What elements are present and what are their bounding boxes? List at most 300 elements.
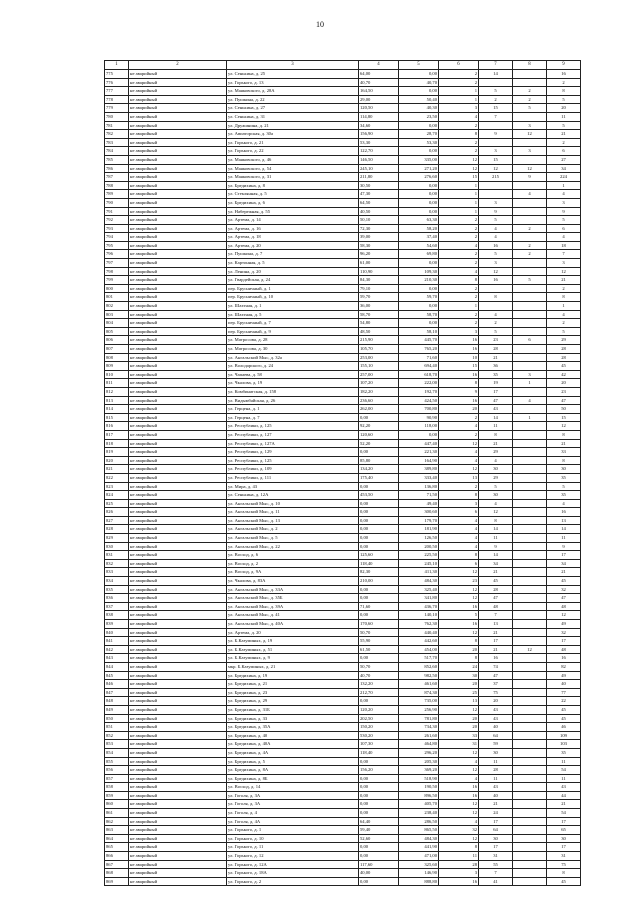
cell-house-status: не аварийный — [129, 224, 227, 233]
cell-address: ул. Бредихина, д. 40 — [227, 731, 359, 740]
table-row — [105, 267, 581, 276]
cell-area-b: 369,20 — [399, 766, 439, 775]
cell-count-b: 30 — [479, 748, 513, 757]
cell-area-b: 0,00 — [399, 259, 439, 268]
cell-count-c — [513, 877, 547, 886]
cell-count-b: 30 — [479, 834, 513, 843]
cell-count-total: 8 — [547, 87, 581, 96]
cell-house-status: не аварийный — [129, 680, 227, 689]
cell-area-b: 59,70 — [399, 293, 439, 302]
cell-count-b: 14 — [479, 413, 513, 422]
cell-house-status: не аварийный — [129, 757, 227, 766]
cell-count-total: 82 — [547, 662, 581, 671]
cell-count-a: 2 — [439, 233, 479, 242]
cell-count-total: 21 — [547, 568, 581, 577]
table-row — [105, 379, 581, 388]
cell-count-b — [479, 138, 513, 147]
cell-count-c — [513, 112, 547, 121]
cell-count-b: 9 — [479, 542, 513, 551]
cell-row-number: 834 — [105, 577, 129, 586]
table-row — [105, 284, 581, 293]
cell-row-number: 850 — [105, 714, 129, 723]
cell-count-b — [479, 78, 513, 87]
cell-count-c: 3 — [513, 121, 547, 130]
cell-area-b: 694,40 — [399, 362, 439, 371]
cell-area-b: 49,40 — [399, 499, 439, 508]
cell-row-number: 851 — [105, 723, 129, 732]
cell-address: ул. Герцена, д. 7 — [227, 413, 359, 422]
cell-count-b: 9 — [479, 130, 513, 139]
cell-area-a: 58,30 — [359, 241, 399, 250]
cell-count-c: 4 — [513, 190, 547, 199]
table-row — [105, 396, 581, 405]
cell-area-a: 54,80 — [359, 319, 399, 328]
cell-area-b: 389,80 — [399, 465, 439, 474]
cell-area-b: 71,60 — [399, 353, 439, 362]
cell-count-b: 43 — [479, 783, 513, 792]
cell-row-number: 796 — [105, 250, 129, 259]
cell-house-status: не аварийный — [129, 654, 227, 663]
cell-row-number: 840 — [105, 628, 129, 637]
cell-row-number: 789 — [105, 190, 129, 199]
cell-count-b — [479, 190, 513, 199]
cell-count-c — [513, 559, 547, 568]
table-row — [105, 130, 581, 139]
table-row — [105, 250, 581, 259]
cell-count-b: 40 — [479, 723, 513, 732]
table-row — [105, 740, 581, 749]
cell-area-b: 0,00 — [399, 198, 439, 207]
cell-count-a: 12 — [439, 568, 479, 577]
cell-count-a: 8 — [439, 491, 479, 500]
cell-area-a: 0,00 — [359, 508, 399, 517]
cell-area-a: 50,70 — [359, 662, 399, 671]
cell-house-status: не аварийный — [129, 302, 227, 311]
table-row — [105, 731, 581, 740]
cell-area-a: 64,00 — [359, 70, 399, 79]
cell-count-total: 5 — [547, 121, 581, 130]
cell-count-b: 5 — [479, 250, 513, 259]
cell-house-status: не аварийный — [129, 508, 227, 517]
cell-area-a: 71,60 — [359, 602, 399, 611]
cell-row-number: 813 — [105, 396, 129, 405]
cell-area-a: 125,60 — [359, 551, 399, 560]
cell-count-a: 4 — [439, 267, 479, 276]
cell-address: ул. Гоголя, д. 3А — [227, 800, 359, 809]
cell-area-b: 210,30 — [399, 276, 439, 285]
cell-row-number: 775 — [105, 70, 129, 79]
cell-area-a: 212,70 — [359, 688, 399, 697]
table-row — [105, 766, 581, 775]
cell-count-total: 75 — [547, 860, 581, 869]
cell-count-c — [513, 551, 547, 560]
cell-count-total: 16 — [547, 70, 581, 79]
cell-address: ул. Горького, д. 12 — [227, 852, 359, 861]
cell-address: ул. Восход, д. 9А — [227, 568, 359, 577]
cell-count-total: 32 — [547, 585, 581, 594]
cell-count-total: 77 — [547, 688, 581, 697]
cell-address: ул. Шахтная, д. 1 — [227, 302, 359, 311]
cell-area-a: 245,10 — [359, 164, 399, 173]
table-row — [105, 680, 581, 689]
cell-row-number: 848 — [105, 697, 129, 706]
cell-count-c — [513, 843, 547, 852]
cell-count-b: 64 — [479, 731, 513, 740]
cell-address: ул. Пушкина, д. 7 — [227, 250, 359, 259]
table-row — [105, 112, 581, 121]
table-row — [105, 216, 581, 225]
cell-row-number: 852 — [105, 731, 129, 740]
cell-row-number: 856 — [105, 766, 129, 775]
cell-address: ул. Бредихина, д. 35А — [227, 723, 359, 732]
cell-row-number: 866 — [105, 852, 129, 861]
cell-count-c — [513, 654, 547, 663]
column-header-row-number: 1 — [105, 61, 129, 70]
cell-house-status: не аварийный — [129, 731, 227, 740]
table-row — [105, 387, 581, 396]
cell-count-c — [513, 78, 547, 87]
cell-area-a: 182,20 — [359, 387, 399, 396]
table-row — [105, 173, 581, 182]
cell-count-c — [513, 714, 547, 723]
cell-area-b: 484,30 — [399, 834, 439, 843]
cell-house-status: не аварийный — [129, 465, 227, 474]
table-row — [105, 654, 581, 663]
cell-house-status: не аварийный — [129, 336, 227, 345]
table-row — [105, 233, 581, 242]
cell-address: ул. Республики, д. 109 — [227, 465, 359, 474]
cell-address: ул. Республики, д. 127 — [227, 430, 359, 439]
cell-count-a: 12 — [439, 585, 479, 594]
cell-area-b: 181,90 — [399, 525, 439, 534]
cell-count-a: 1 — [439, 190, 479, 199]
cell-address: ул. Бредихина, д. 8А — [227, 766, 359, 775]
cell-address: ул. Картонная, д. 5 — [227, 259, 359, 268]
cell-area-a: 40,70 — [359, 671, 399, 680]
cell-count-total: 6 — [547, 224, 581, 233]
cell-house-status: не аварийный — [129, 482, 227, 491]
cell-count-total: 21 — [547, 439, 581, 448]
cell-area-b: 781,80 — [399, 714, 439, 723]
cell-area-b: 0,00 — [399, 430, 439, 439]
cell-count-a: 12 — [439, 439, 479, 448]
cell-house-status: не аварийный — [129, 173, 227, 182]
cell-area-b: 445,70 — [399, 336, 439, 345]
cell-count-c — [513, 284, 547, 293]
cell-count-b: 14 — [479, 525, 513, 534]
cell-count-c — [513, 138, 547, 147]
cell-count-total: 6 — [547, 147, 581, 156]
cell-count-c — [513, 267, 547, 276]
table-row — [105, 791, 581, 800]
cell-house-status: не аварийный — [129, 671, 227, 680]
cell-area-a: 59,70 — [359, 293, 399, 302]
table-row — [105, 705, 581, 714]
table-row — [105, 190, 581, 199]
cell-count-total: 4 — [547, 190, 581, 199]
cell-count-a: 8 — [439, 130, 479, 139]
cell-area-a: 120,20 — [359, 705, 399, 714]
cell-row-number: 795 — [105, 241, 129, 250]
cell-count-total: 47 — [547, 594, 581, 603]
cell-count-a: 8 — [439, 551, 479, 560]
cell-count-c — [513, 826, 547, 835]
cell-address: ул. Артема, д. 20 — [227, 628, 359, 637]
cell-count-total: 4 — [547, 499, 581, 508]
table-row — [105, 104, 581, 113]
cell-count-c — [513, 319, 547, 328]
cell-count-c — [513, 800, 547, 809]
cell-area-b: 0,00 — [399, 302, 439, 311]
cell-count-total: 17 — [547, 817, 581, 826]
cell-count-a: 2 — [439, 78, 479, 87]
table-row — [105, 860, 581, 869]
cell-address: пер. Брусничный, д. 7 — [227, 319, 359, 328]
cell-count-b: 45 — [479, 577, 513, 586]
cell-row-number: 778 — [105, 95, 129, 104]
cell-house-status: не аварийный — [129, 809, 227, 818]
cell-count-total: 9 — [547, 542, 581, 551]
cell-row-number: 784 — [105, 147, 129, 156]
cell-count-c — [513, 439, 547, 448]
cell-area-b: 71,50 — [399, 491, 439, 500]
cell-row-number: 798 — [105, 267, 129, 276]
cell-house-status: не аварийный — [129, 748, 227, 757]
cell-row-number: 845 — [105, 671, 129, 680]
cell-row-number: 776 — [105, 78, 129, 87]
cell-count-a: 16 — [439, 620, 479, 629]
table-row — [105, 121, 581, 130]
cell-row-number: 810 — [105, 370, 129, 379]
cell-count-a: 13 — [439, 473, 479, 482]
cell-area-b: 325,60 — [399, 860, 439, 869]
cell-row-number: 807 — [105, 345, 129, 354]
cell-area-b: 136,80 — [399, 482, 439, 491]
cell-count-total: 35 — [547, 473, 581, 482]
cell-count-c — [513, 387, 547, 396]
table-row — [105, 224, 581, 233]
cell-row-number: 853 — [105, 740, 129, 749]
cell-address: ул. Бредихина, д. 6 — [227, 198, 359, 207]
cell-address: ул. Бредихина, д. 8 — [227, 181, 359, 190]
cell-count-c — [513, 207, 547, 216]
table-row — [105, 645, 581, 654]
cell-row-number: 820 — [105, 456, 129, 465]
table-row — [105, 817, 581, 826]
cell-count-a: 23 — [439, 577, 479, 586]
cell-count-b: 4 — [479, 456, 513, 465]
cell-area-a: 105,70 — [359, 345, 399, 354]
cell-area-a: 40,50 — [359, 207, 399, 216]
cell-address: ул. Шахтная, д. 5 — [227, 310, 359, 319]
cell-area-a: 210,00 — [359, 577, 399, 586]
cell-count-total: 31 — [547, 852, 581, 861]
cell-count-a: 2 — [439, 319, 479, 328]
cell-address: ул. Ангальский Мыс, д. 32а — [227, 353, 359, 362]
cell-count-total: 35 — [547, 748, 581, 757]
cell-house-status: не аварийный — [129, 688, 227, 697]
cell-address: ул. Бредихина, д. 19 — [227, 671, 359, 680]
cell-area-a: 236,60 — [359, 396, 399, 405]
table-row — [105, 757, 581, 766]
cell-area-b: 238,40 — [399, 809, 439, 818]
cell-house-status: не аварийный — [129, 181, 227, 190]
cell-count-c: 3 — [513, 147, 547, 156]
table-row — [105, 542, 581, 551]
cell-house-status: не аварийный — [129, 491, 227, 500]
cell-row-number: 817 — [105, 430, 129, 439]
cell-count-total: 23 — [547, 387, 581, 396]
cell-area-b: 192,70 — [399, 387, 439, 396]
cell-area-a: 0,00 — [359, 482, 399, 491]
cell-count-c — [513, 834, 547, 843]
cell-row-number: 839 — [105, 620, 129, 629]
cell-area-a: 0,00 — [359, 534, 399, 543]
cell-area-a: 0,00 — [359, 594, 399, 603]
cell-count-b: 43 — [479, 714, 513, 723]
cell-count-total: 21 — [547, 800, 581, 809]
cell-count-c — [513, 482, 547, 491]
cell-count-c — [513, 516, 547, 525]
cell-area-a: 30,50 — [359, 181, 399, 190]
cell-count-total: 2 — [547, 284, 581, 293]
cell-count-b: 11 — [479, 774, 513, 783]
cell-count-b: 47 — [479, 671, 513, 680]
cell-address: ул. Республики, д. 125 — [227, 456, 359, 465]
cell-count-c — [513, 620, 547, 629]
cell-house-status: не аварийный — [129, 104, 227, 113]
cell-count-a: 12 — [439, 628, 479, 637]
cell-area-a: 156,90 — [359, 130, 399, 139]
cell-area-b: 126,50 — [399, 534, 439, 543]
cell-address: ул. Горького, д. 10 — [227, 834, 359, 843]
table-row — [105, 551, 581, 560]
cell-count-c — [513, 852, 547, 861]
cell-count-b: 17 — [479, 817, 513, 826]
cell-count-total: 49 — [547, 671, 581, 680]
cell-area-a: 0,00 — [359, 843, 399, 852]
cell-area-b: 118,00 — [399, 422, 439, 431]
cell-count-total: 3 — [547, 259, 581, 268]
table-header-row — [105, 61, 581, 70]
cell-area-b: 58,20 — [399, 224, 439, 233]
cell-area-a: 48,50 — [359, 327, 399, 336]
cell-house-status: не аварийный — [129, 422, 227, 431]
cell-row-number: 801 — [105, 293, 129, 302]
cell-count-a: 4 — [439, 112, 479, 121]
cell-count-b — [479, 284, 513, 293]
table-row — [105, 345, 581, 354]
cell-area-b: 50,40 — [399, 95, 439, 104]
cell-count-c: 9 — [513, 173, 547, 182]
cell-count-c — [513, 568, 547, 577]
cell-count-c: 2 — [513, 241, 547, 250]
cell-count-c: 12 — [513, 164, 547, 173]
cell-house-status: не аварийный — [129, 78, 227, 87]
cell-count-total: 42 — [547, 370, 581, 379]
cell-count-c: 12 — [513, 130, 547, 139]
cell-count-total: 3 — [547, 198, 581, 207]
cell-address: ул. Ангальский Мыс, д. 39А — [227, 602, 359, 611]
cell-count-a: 2 — [439, 293, 479, 302]
cell-address: мкр. Б.Казуминых, д. 21 — [227, 662, 359, 671]
cell-row-number: 790 — [105, 198, 129, 207]
cell-address: ул. Артема, д. 14 — [227, 216, 359, 225]
cell-count-total: 44 — [547, 791, 581, 800]
table-row — [105, 181, 581, 190]
cell-row-number: 837 — [105, 602, 129, 611]
cell-count-c — [513, 577, 547, 586]
cell-house-status: не аварийный — [129, 577, 227, 586]
cell-count-a: 4 — [439, 241, 479, 250]
cell-area-a: 84,30 — [359, 276, 399, 285]
cell-count-c: 6 — [513, 336, 547, 345]
cell-count-a: 16 — [439, 396, 479, 405]
cell-count-a: 16 — [439, 791, 479, 800]
table-row — [105, 620, 581, 629]
cell-count-b: 24 — [479, 809, 513, 818]
cell-count-b: 74 — [479, 662, 513, 671]
cell-count-total: 11 — [547, 534, 581, 543]
cell-count-b: 4 — [479, 233, 513, 242]
cell-address: ул. Стеклянная, д. 5 — [227, 190, 359, 199]
table-row — [105, 602, 581, 611]
cell-area-b: 484,30 — [399, 577, 439, 586]
cell-count-c — [513, 310, 547, 319]
cell-row-number: 857 — [105, 774, 129, 783]
cell-count-a: 12 — [439, 800, 479, 809]
cell-count-b: 34 — [479, 559, 513, 568]
cell-count-total: 30 — [547, 834, 581, 843]
cell-count-b: 5 — [479, 482, 513, 491]
table-row — [105, 688, 581, 697]
cell-count-c — [513, 783, 547, 792]
cell-address: ул. Артема, д. 20 — [227, 241, 359, 250]
cell-count-c — [513, 534, 547, 543]
cell-count-a: 16 — [439, 602, 479, 611]
cell-count-b: 3 — [479, 259, 513, 268]
table-row — [105, 637, 581, 646]
cell-area-a: 0,00 — [359, 611, 399, 620]
cell-row-number: 779 — [105, 104, 129, 113]
cell-area-a: 134,20 — [359, 465, 399, 474]
cell-house-status: не аварийный — [129, 310, 227, 319]
cell-count-a: 2 — [439, 138, 479, 147]
cell-count-total: 48 — [547, 602, 581, 611]
cell-row-number: 816 — [105, 422, 129, 431]
cell-area-a: 52,60 — [359, 834, 399, 843]
cell-address: ул. Ангальский Мыс, д. 41 — [227, 611, 359, 620]
cell-count-a: 2 — [439, 216, 479, 225]
cell-count-a: 12 — [439, 809, 479, 818]
cell-count-b: 20 — [479, 697, 513, 706]
cell-count-total: 54 — [547, 766, 581, 775]
cell-area-a: 150,20 — [359, 723, 399, 732]
cell-area-b: 865,50 — [399, 826, 439, 835]
cell-address: ул. Ленина, д. 20 — [227, 267, 359, 276]
cell-house-status: не аварийный — [129, 697, 227, 706]
cell-house-status: не аварийный — [129, 430, 227, 439]
column-header-address: 3 — [227, 61, 359, 70]
cell-count-c — [513, 723, 547, 732]
cell-address: ул. Гвардейская, д. 24 — [227, 276, 359, 285]
cell-count-b: 16 — [479, 241, 513, 250]
table-row — [105, 852, 581, 861]
cell-count-total: 28 — [547, 345, 581, 354]
cell-address: ул. Сенькина, д. 27 — [227, 104, 359, 113]
cell-count-a: 12 — [439, 155, 479, 164]
table-row — [105, 138, 581, 147]
